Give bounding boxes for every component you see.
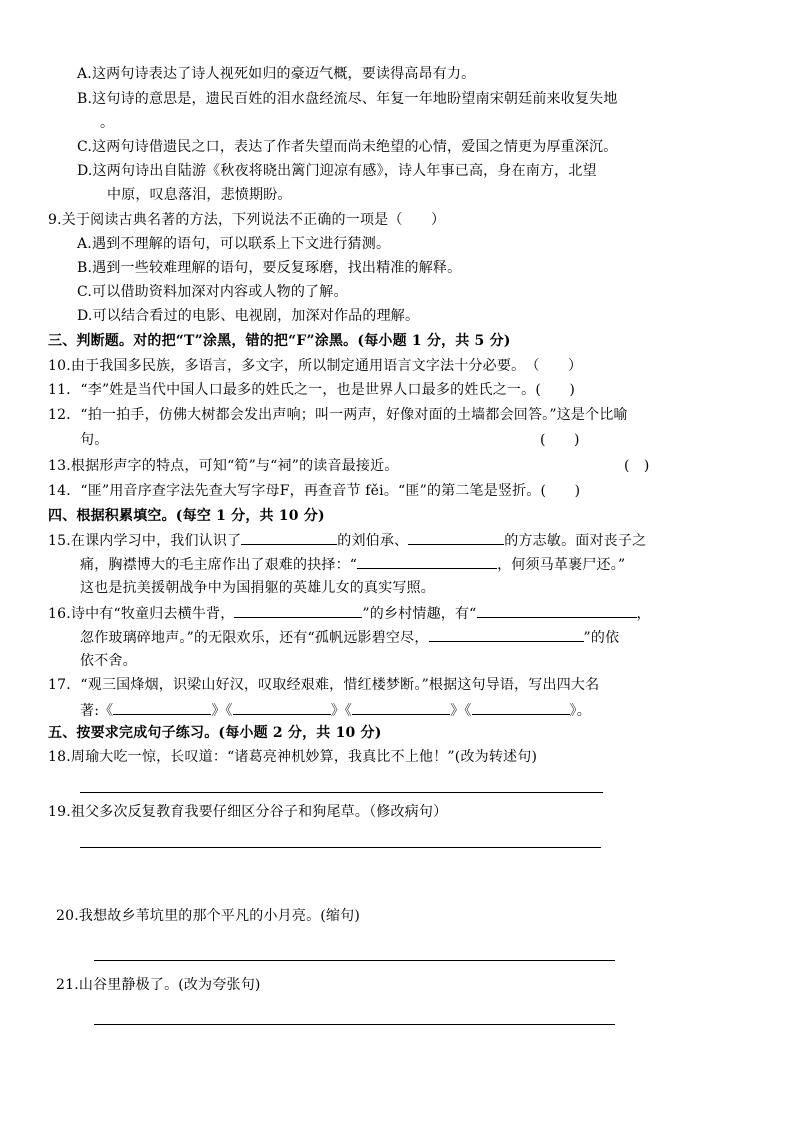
q17-text-5: 》。	[569, 703, 591, 719]
q8-option-c: C.这两句诗借遗民之口，表达了作者失望而尚未绝望的心情，爱国之情更为厚重深沉。	[77, 139, 618, 155]
q10: 10.由于我国多民族，多语言，多文字，所以制定通用语言文字法十分必要。 （ ）	[48, 358, 583, 374]
q8-option-b-line2: 。	[100, 115, 115, 131]
q16-blank-3[interactable]	[429, 627, 584, 642]
q9-option-c: C.可以借助资料加深对内容或人物的了解。	[77, 284, 348, 300]
q16-line1	[48, 603, 651, 624]
q19: 19.祖父多次反复教育我要仔细区分谷子和狗尾草。（修改病句）	[48, 804, 448, 820]
q16-text-5: ”的依	[583, 630, 620, 646]
q17-line2	[80, 700, 591, 721]
q9-stem: 9.关于阅读古典名著的方法，下列说法不正确的一项是（ ）	[48, 212, 446, 228]
q20-answer-line[interactable]	[94, 960, 615, 961]
q8-option-d-line2: 中原，叹息落泪，悲愤期盼。	[107, 187, 292, 203]
q17-line1: 17．“观三国烽烟，识梁山好汉，叹取经艰难，惜红楼梦断。”根据这句导语，写出四大名	[48, 677, 600, 693]
q16-blank-1[interactable]	[234, 603, 362, 618]
q8-option-b-line1: B.这句诗的意思是，遗民百姓的泪水盘经流尽、年复一年地盼望南宋朝廷前来收复失地	[77, 91, 618, 107]
q9-option-d: D.可以结合看过的电影、电视剧，加深对作品的理解。	[77, 308, 420, 324]
q16-text-4: 忽作玻璃碎地声。”的无限欢乐，还有“孤帆远影碧空尽，	[80, 630, 429, 646]
q21-answer-line[interactable]	[94, 1024, 615, 1025]
q20: 20.我想故乡苇坑里的那个平凡的小月亮。(缩句)	[56, 908, 360, 924]
q14: 14．“匪”用音序查字法先查大写字母F，再查音节 fěi。“匪”的第二笔是竖折。( )	[48, 483, 581, 499]
q18-answer-line[interactable]	[80, 792, 603, 793]
q16-text-3: ，	[636, 606, 651, 622]
q12-answer-paren: ( )	[540, 432, 580, 448]
q19-answer-line[interactable]	[80, 847, 601, 848]
q15-blank-1[interactable]	[241, 530, 337, 545]
q17-text-4: 》《	[450, 703, 472, 719]
q17-blank-3[interactable]	[352, 700, 450, 715]
q9-option-a: A.遇到不理解的语句，可以联系上下文进行猜测。	[77, 236, 391, 252]
q17-text-1: 著:《	[80, 703, 114, 719]
section4-heading: 四、根据积累填空。(每空 1 分，共 10 分)	[48, 508, 325, 524]
q16-line3: 依不舍。	[80, 653, 137, 669]
q15-line2	[80, 554, 625, 575]
q15-line1	[48, 530, 646, 551]
q15-blank-2[interactable]	[408, 530, 504, 545]
q17-text-2: 》《	[211, 703, 233, 719]
q15-text-1: 15.在课内学习中，我们认识了	[48, 533, 242, 549]
q17-blank-1[interactable]	[113, 700, 211, 715]
q15-text-3: 的方志敏。面对丧子之	[504, 533, 647, 549]
q16-blank-2[interactable]	[477, 603, 637, 618]
q15-text-5: ，何须马革裹尸还。”	[497, 557, 626, 573]
section3-heading: 三、判断题。对的把“T”涂黑，错的把“F”涂黑。(每小题 1 分，共 5 分)	[48, 333, 511, 349]
q9-option-b: B.遇到一些较难理解的语句，要反复琢磨，找出精准的解释。	[77, 260, 462, 276]
q8-option-d-line1: D.这两句诗出自陆游《秋夜将晓出篱门迎凉有感》，诗人年事已高，身在南方，北望	[77, 163, 597, 179]
q17-blank-2[interactable]	[233, 700, 331, 715]
q11: 11．“李”姓是当代中国人口最多的姓氏之一，也是世界人口最多的姓氏之一。( )	[48, 382, 576, 398]
q16-text-2: ”的乡村情趣，有“	[362, 606, 477, 622]
q13-answer-paren: ( )	[624, 458, 650, 474]
q12-line2: 句。	[80, 432, 109, 448]
q15-blank-3[interactable]	[357, 554, 497, 569]
q18: 18.周瑜大吃一惊，长叹道：“诸葛亮神机妙算，我真比不上他！”(改为转述句)	[48, 749, 538, 765]
q12-line1: 12．“拍一拍手，仿佛大树都会发出声响；叫一两声，好像对面的土墙都会回答。”这是个比喻	[48, 407, 628, 423]
q15-text-2: 的刘伯承、	[337, 533, 409, 549]
q16-text-1: 16.诗中有“牧童归去横牛背，	[48, 606, 235, 622]
q8-option-a: A.这两句诗表达了诗人视死如归的豪迈气概，要读得高昂有力。	[77, 66, 476, 82]
q17-blank-4[interactable]	[472, 700, 570, 715]
section5-heading: 五、按要求完成句子练习。(每小题 2 分，共 10 分)	[48, 725, 382, 741]
q13: 13.根据形声字的特点，可知“筍”与“祠”的读音最接近。	[48, 458, 399, 474]
q16-line2	[80, 627, 619, 648]
q21: 21.山谷里静极了。(改为夸张句)	[56, 977, 261, 993]
q15-line3: 这也是抗美援朝战争中为国捐躯的英雄儿女的真实写照。	[80, 580, 435, 596]
q15-text-4: 痛，胸襟博大的毛主席作出了艰难的抉择：“	[80, 557, 358, 573]
q17-text-3: 》《	[330, 703, 353, 719]
